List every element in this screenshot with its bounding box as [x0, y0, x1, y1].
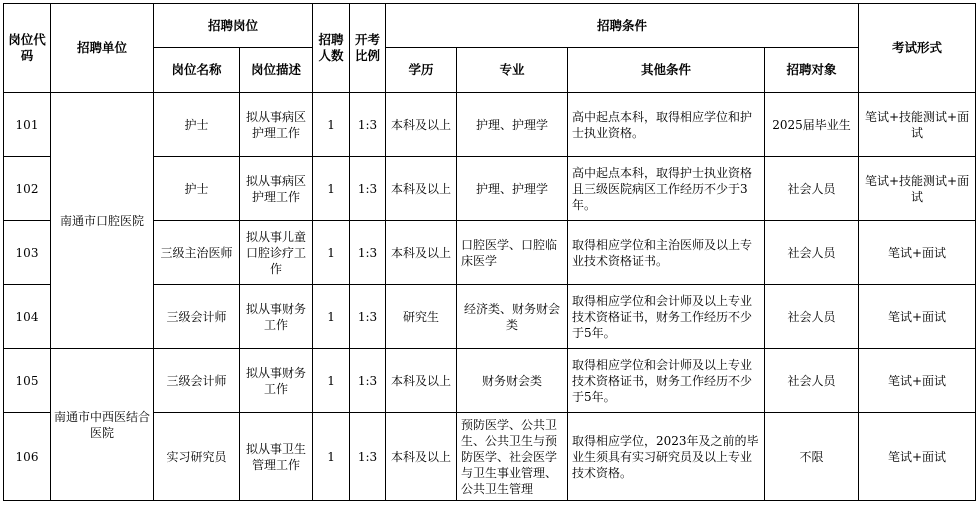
post-ratio: 1:3	[350, 157, 386, 221]
post-target: 2025届毕业生	[765, 93, 859, 157]
post-ratio: 1:3	[350, 221, 386, 285]
post-exam: 笔试+技能测试+面试	[859, 93, 976, 157]
post-name: 护士	[154, 93, 240, 157]
post-education: 本科及以上	[386, 93, 457, 157]
post-exam: 笔试+面试	[859, 349, 976, 413]
post-education: 本科及以上	[386, 221, 457, 285]
post-name: 护士	[154, 157, 240, 221]
header-target: 招聘对象	[765, 48, 859, 93]
post-exam: 笔试+面试	[859, 285, 976, 349]
header-post-group: 招聘岗位	[154, 4, 313, 48]
post-desc: 拟从事病区护理工作	[240, 93, 313, 157]
post-ratio: 1:3	[350, 93, 386, 157]
post-desc: 拟从事病区护理工作	[240, 157, 313, 221]
unit-name: 南通市口腔医院	[51, 93, 154, 349]
header-exam: 考试形式	[859, 4, 976, 93]
post-desc: 拟从事财务工作	[240, 285, 313, 349]
post-major: 财务财会类	[457, 349, 568, 413]
post-target: 不限	[765, 413, 859, 501]
post-other: 取得相应学位和会计师及以上专业技术资格证书，财务工作经历不少于5年。	[568, 349, 765, 413]
recruitment-table	[3, 3, 976, 501]
post-other: 高中起点本科，取得护士执业资格且三级医院病区工作经历不少于3年。	[568, 157, 765, 221]
post-code: 106	[4, 413, 51, 501]
post-other: 取得相应学位和主治医师及以上专业技术资格证书。	[568, 221, 765, 285]
post-name: 实习研究员	[154, 413, 240, 501]
post-code: 102	[4, 157, 51, 221]
header-count: 招聘人数	[313, 4, 350, 93]
post-education: 研究生	[386, 285, 457, 349]
post-education: 本科及以上	[386, 349, 457, 413]
post-other: 取得相应学位和会计师及以上专业技术资格证书，财务工作经历不少于5年。	[568, 285, 765, 349]
header-other: 其他条件	[568, 48, 765, 93]
post-education: 本科及以上	[386, 413, 457, 501]
post-target: 社会人员	[765, 349, 859, 413]
header-ratio: 开考比例	[350, 4, 386, 93]
post-ratio: 1:3	[350, 349, 386, 413]
post-ratio: 1:3	[350, 285, 386, 349]
post-name: 三级会计师	[154, 349, 240, 413]
post-exam: 笔试+面试	[859, 221, 976, 285]
table-row	[4, 93, 976, 157]
post-major: 护理、护理学	[457, 93, 568, 157]
post-desc: 拟从事儿童口腔诊疗工作	[240, 221, 313, 285]
header-unit: 招聘单位	[51, 4, 154, 93]
post-code: 103	[4, 221, 51, 285]
post-other: 取得相应学位，2023年及之前的毕业生须具有实习研究员及以上专业技术资格。	[568, 413, 765, 501]
header-conditions-group: 招聘条件	[386, 4, 859, 48]
post-count: 1	[313, 349, 350, 413]
post-major: 护理、护理学	[457, 157, 568, 221]
header-post-desc: 岗位描述	[240, 48, 313, 93]
post-count: 1	[313, 221, 350, 285]
post-target: 社会人员	[765, 157, 859, 221]
header-post-code: 岗位代码	[4, 4, 51, 93]
post-target: 社会人员	[765, 221, 859, 285]
post-other: 高中起点本科，取得相应学位和护士执业资格。	[568, 93, 765, 157]
post-count: 1	[313, 413, 350, 501]
post-exam: 笔试+面试	[859, 413, 976, 501]
post-desc: 拟从事卫生管理工作	[240, 413, 313, 501]
post-target: 社会人员	[765, 285, 859, 349]
post-code: 104	[4, 285, 51, 349]
post-major: 口腔医学、口腔临床医学	[457, 221, 568, 285]
header-major: 专业	[457, 48, 568, 93]
post-education: 本科及以上	[386, 157, 457, 221]
post-major: 预防医学、公共卫生、公共卫生与预防医学、社会医学与卫生事业管理、公共卫生管理	[457, 413, 568, 501]
post-major: 经济类、财务财会类	[457, 285, 568, 349]
post-name: 三级主治医师	[154, 221, 240, 285]
post-code: 101	[4, 93, 51, 157]
post-ratio: 1:3	[350, 413, 386, 501]
post-count: 1	[313, 93, 350, 157]
post-name: 三级会计师	[154, 285, 240, 349]
header-education: 学历	[386, 48, 457, 93]
post-exam: 笔试+技能测试+面试	[859, 157, 976, 221]
post-count: 1	[313, 157, 350, 221]
post-code: 105	[4, 349, 51, 413]
table-row	[4, 349, 976, 413]
post-count: 1	[313, 285, 350, 349]
post-desc: 拟从事财务工作	[240, 349, 313, 413]
unit-name: 南通市中西医结合医院	[51, 349, 154, 501]
header-post-name: 岗位名称	[154, 48, 240, 93]
